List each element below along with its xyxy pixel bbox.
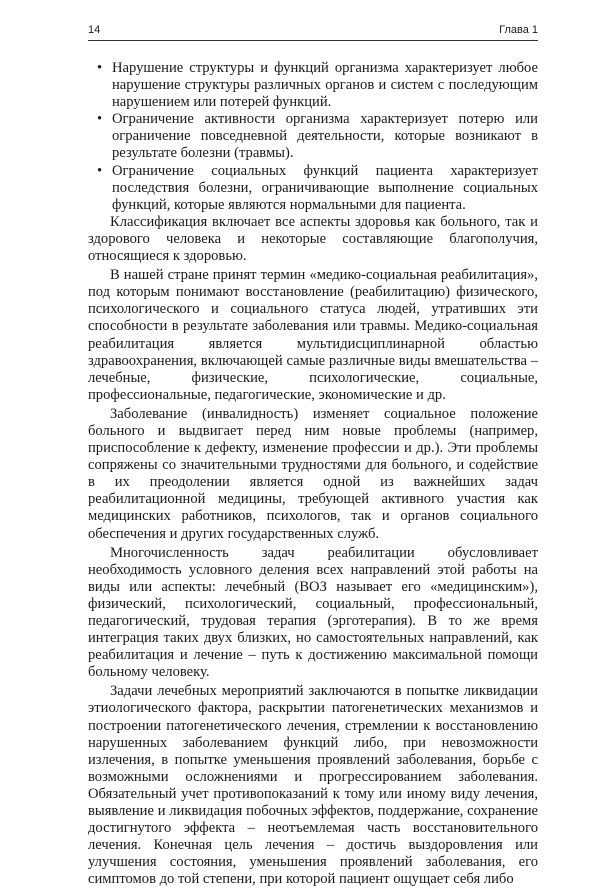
bullet-item: • Нарушение структуры и функций организма характеризует любое нарушение структуры различных органов и систем с последующим нарушением или потерей функций. [88, 60, 538, 111]
paragraph: В нашей стране принят термин «медико-социальная реабилитация», под которым понимают восстановление (реабилитацию) физического, психологического и социального статуса людей, утративших эти способности в результате заболевания или травмы. Медико-социальная реабилитация является мультидисциплинарной областью здравоохранения, включающей самые различные виды вмешательства – лечебные, физические, психологические, социальные, профессиональные, педагогические, экономические и др. [88, 267, 538, 403]
paragraph: Задачи лечебных мероприятий заключаются в попытке ликвидации этиологического фактора, раскрытии патогенетических механизмов и построении патогенетического лечения, стремлении к восстановлению нарушенных заболеванием функций либо, при невозможности излечения, в попытке уменьшения проявлений заболевания, борьбе с возможными осложнениями и прогрессированием заболевания. Обязательный учет противопоказаний к тому или иному виду лечения, выявление и ликвидация побочных эффектов, поддержание, сохранение достигнутого эффекта – неотъемлемая часть восстановительного лечения. Конечная цель лечения – достичь выздоровления или улучшения состояния, уменьшения проявлений заболевания, его симптомов до той степени, при которой пациент ощущает себя либо [88, 683, 538, 888]
bullet-item: • Ограничение социальных функций пациента характеризует последствия болезни, ограничивающие выполнение социальных функций, которые являются нормальными для пациента. [88, 163, 538, 214]
chapter-title: Глава 1 [499, 24, 538, 36]
page-number: 14 [88, 24, 101, 36]
bullet-item: • Ограничение активности организма характеризует потерю или ограничение повседневной деятельности, которые возникают в результате болезни (травмы). [88, 111, 538, 162]
paragraph: Многочисленность задач реабилитации обусловливает необходимость условного деления всех направлений этой работы на виды или аспекты: лечебный (ВОЗ называет его «медицинским»), физический, психологический, социальный, профессиональный, педагогический, трудовая терапия (эрготерапия). В то же время интеграция таких двух близких, но самостоятельных направлений, как реабилитация и лечение – путь к достижению максимальной помощи больному человеку. [88, 544, 538, 681]
running-header [88, 24, 538, 41]
paragraph: Классификация включает все аспекты здоровья как больного, так и здорового человека и некоторые составляющие благополучия, относящиеся к здоровью. [88, 213, 538, 265]
body-text [88, 60, 538, 891]
paragraph: Заболевание (инвалидность) изменяет социальное положение больного и выдвигает перед ним новые проблемы (например, приспособление к дефекту, изменение профессии и др.). Эти проблемы сопряжены со значительными трудностями для больного, и содействие в их преодолении является одной из важнейших задач реабилитационной медицины, требующей активного участия как медицинских работников, психологов, так и органов социального обеспечения и других государственных служб. [88, 405, 538, 542]
bullet-list [88, 60, 538, 214]
